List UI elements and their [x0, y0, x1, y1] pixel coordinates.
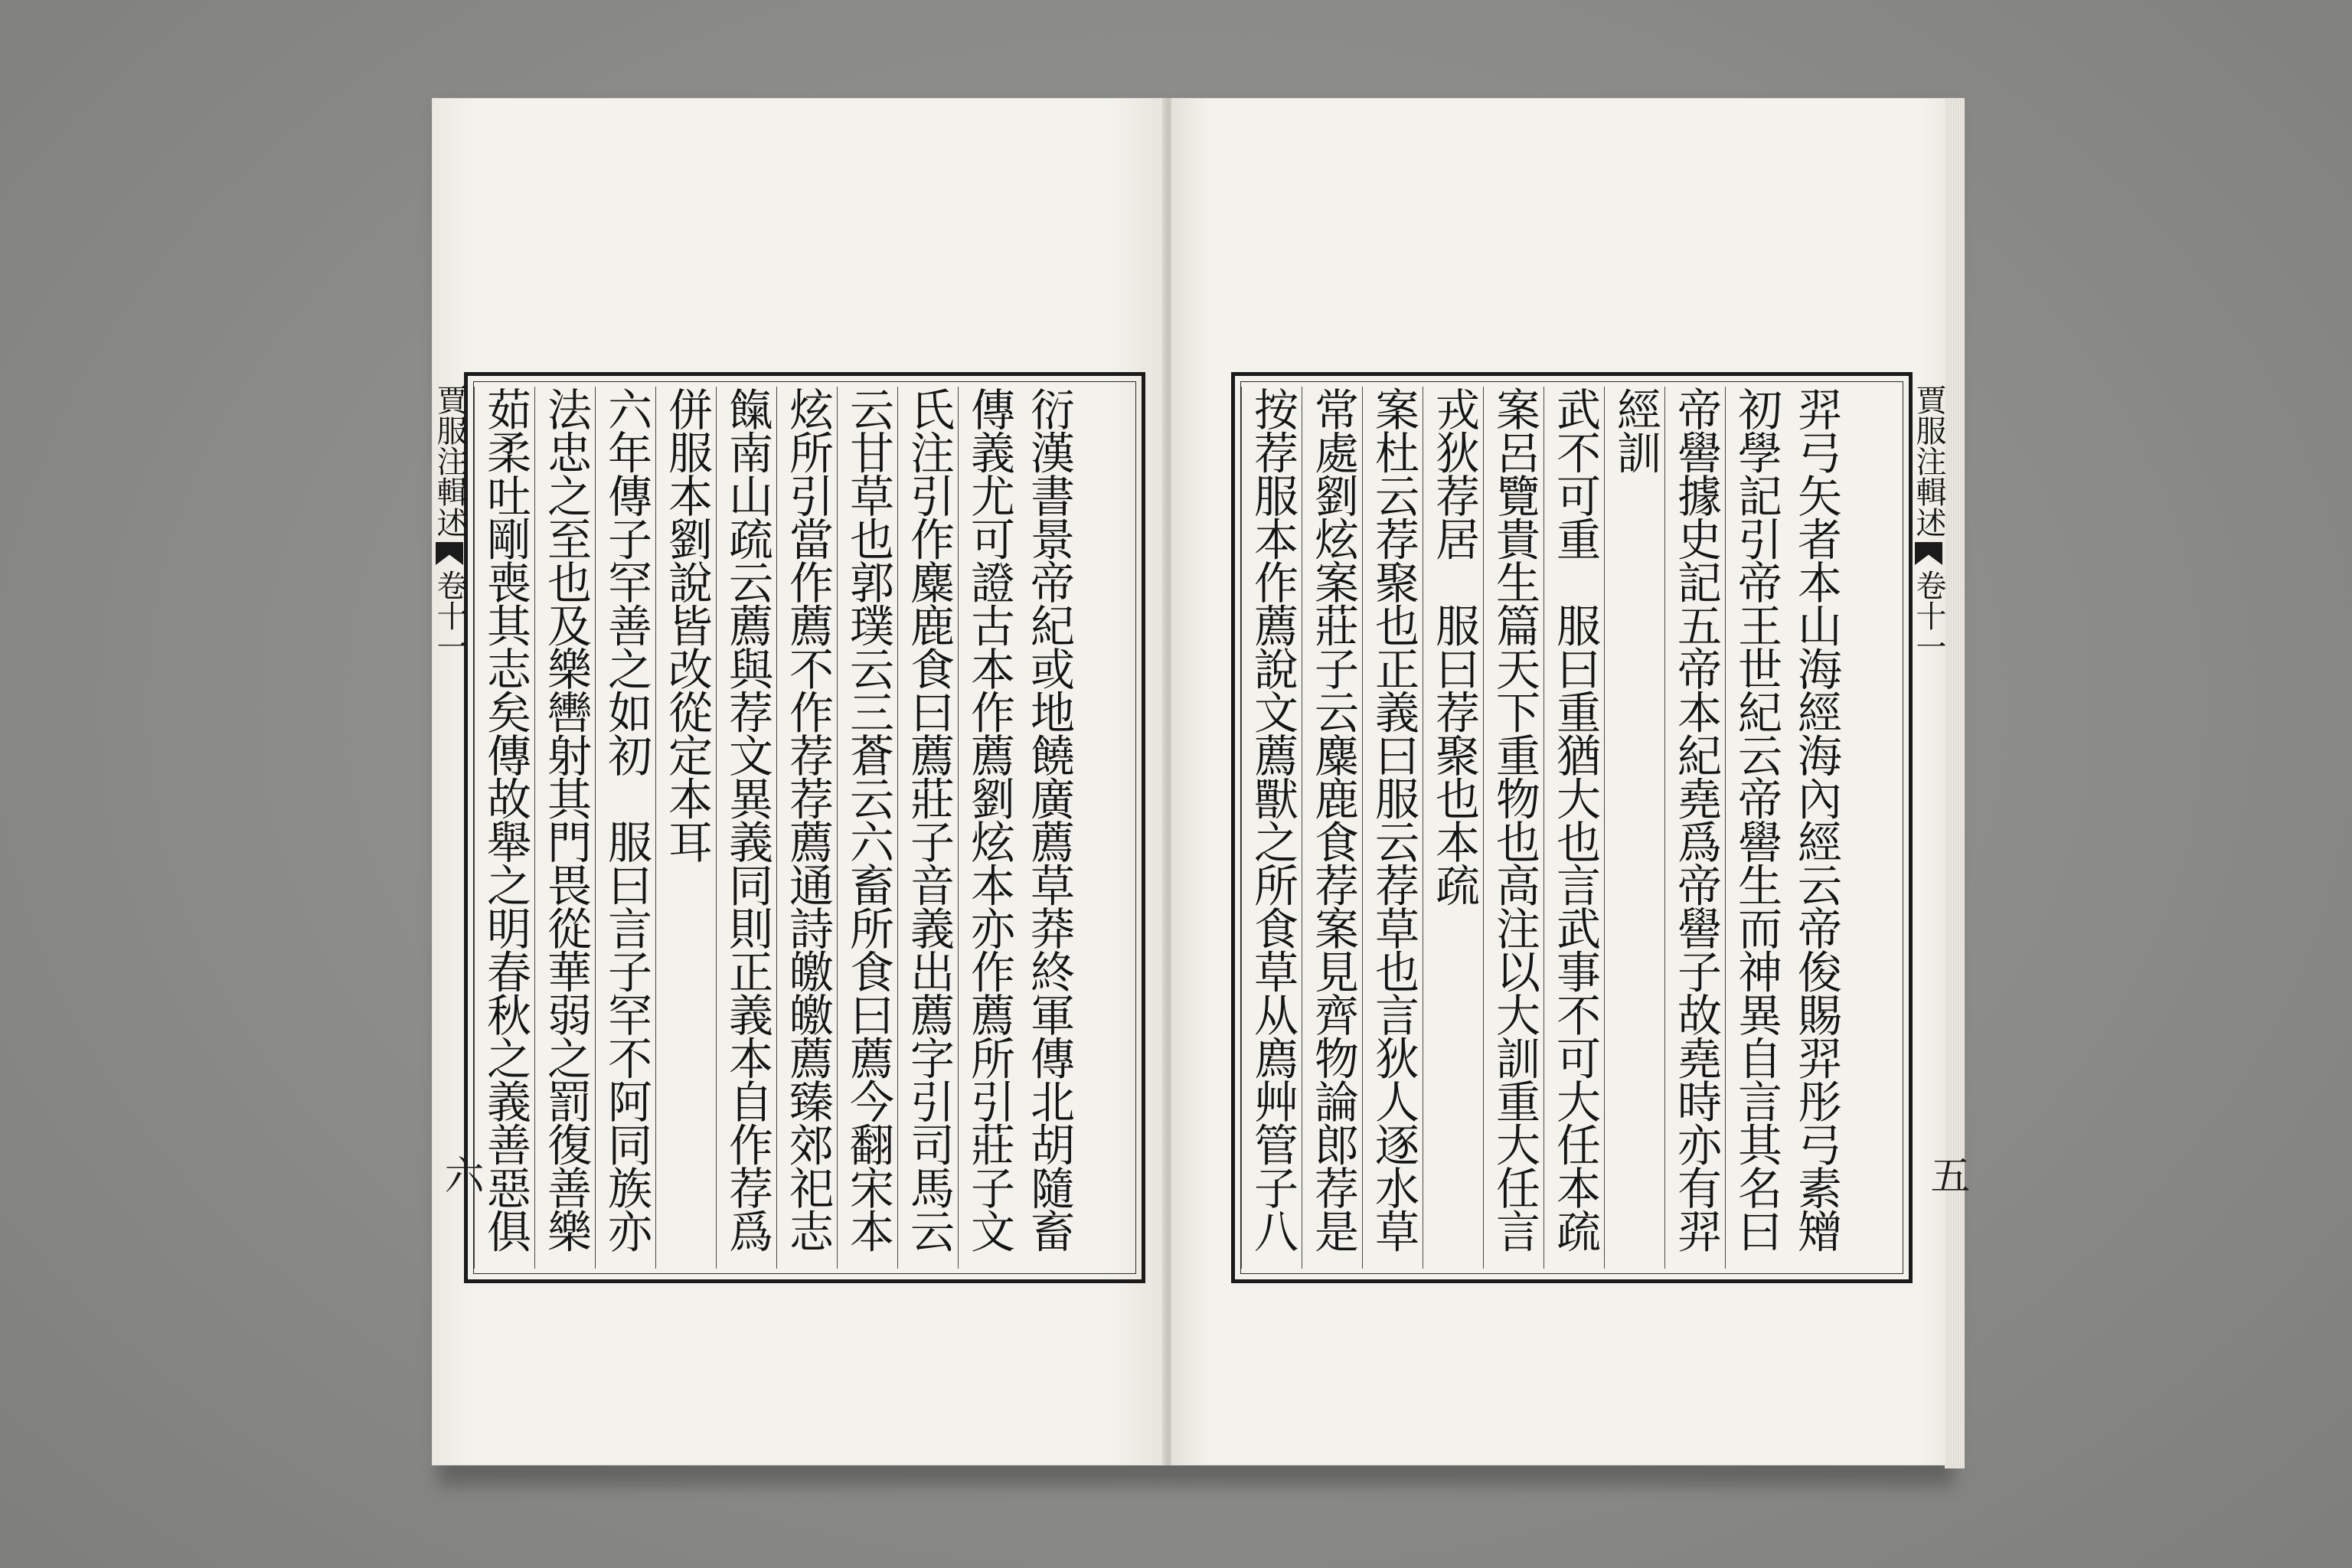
- text-column: 茹柔吐剛喪其志矣傳故舉之明春秋之義善惡俱: [474, 387, 535, 1269]
- text-column: 案杜云荐聚也正義曰服云荐草也言狄人逐水草: [1362, 387, 1423, 1269]
- text-column: 云甘草也郭璞云三蒼云六畜所食曰薦今翻宋本: [837, 387, 898, 1269]
- fish-tail-mark: [1915, 542, 1942, 565]
- text-column: 氏注引作麋鹿食曰薦莊子音義出薦字引司馬云: [897, 387, 959, 1269]
- leaf-number: 五: [1923, 1155, 1969, 1194]
- text-column: 初學記引帝王世紀云帝嚳生而神異自言其名曰: [1725, 387, 1786, 1269]
- book-title: 賈服注輯述: [1911, 384, 1946, 537]
- text-column: 法忠之至也及樂轡射其門畏從華弱之罰復善樂: [534, 387, 596, 1269]
- text-column: 炫所引當作薦不作荐荐薦通詩皦皦薦臻郊祀志: [776, 387, 838, 1269]
- text-column: 衍漢書景帝紀或地饒廣薦草莽終軍傳北胡隨畜: [1023, 387, 1075, 1252]
- right-page: [1171, 98, 1969, 1465]
- page-block-edges: [1945, 98, 1965, 1468]
- volume-label: 卷十一: [1911, 570, 1946, 662]
- right-text-frame: [1231, 372, 1913, 1283]
- left-text-frame: [464, 372, 1145, 1283]
- volume-label: 卷十一: [432, 570, 467, 662]
- text-column: 六年傳子罕善之如初 服曰言子罕不阿同族亦: [595, 387, 656, 1269]
- text-column: 按荐服本作薦說文薦獸之所食草从廌艸管子八: [1241, 387, 1302, 1269]
- left-page: [432, 98, 1167, 1465]
- text-column: 併服本劉說皆改從定本耳: [655, 387, 717, 1269]
- fish-tail-mark: [436, 542, 463, 565]
- page-center-strip: [1911, 384, 1946, 1265]
- text-column: 帝嚳據史記五帝本紀堯爲帝嚳子故堯時亦有羿: [1664, 387, 1726, 1269]
- text-column: 經訓: [1604, 387, 1665, 1269]
- text-column: 武不可重 服曰重猶大也言武事不可大任本疏: [1544, 387, 1605, 1269]
- text-column: 羿弓矢者本山海經海內經云帝俊賜羿彤弓素矰: [1790, 387, 1842, 1252]
- page-center-strip: [432, 384, 467, 1265]
- text-column: 案呂覽貴生篇天下重物也高注以大訓重大任言: [1483, 387, 1544, 1269]
- book-title: 賈服注輯述: [432, 384, 467, 537]
- text-column: 傳義尤可證古本作薦劉炫本亦作薦所引莊子文: [958, 387, 1019, 1269]
- text-column: 餼南山疏云薦與荐文異義同則正義本自作荐爲: [716, 387, 777, 1269]
- leaf-number: 六: [437, 1155, 483, 1194]
- text-column: 戎狄荐居 服曰荐聚也本疏: [1423, 387, 1484, 1269]
- text-column: 常處劉炫案莊子云麋鹿食荐案見齊物論郎荐是: [1302, 387, 1363, 1269]
